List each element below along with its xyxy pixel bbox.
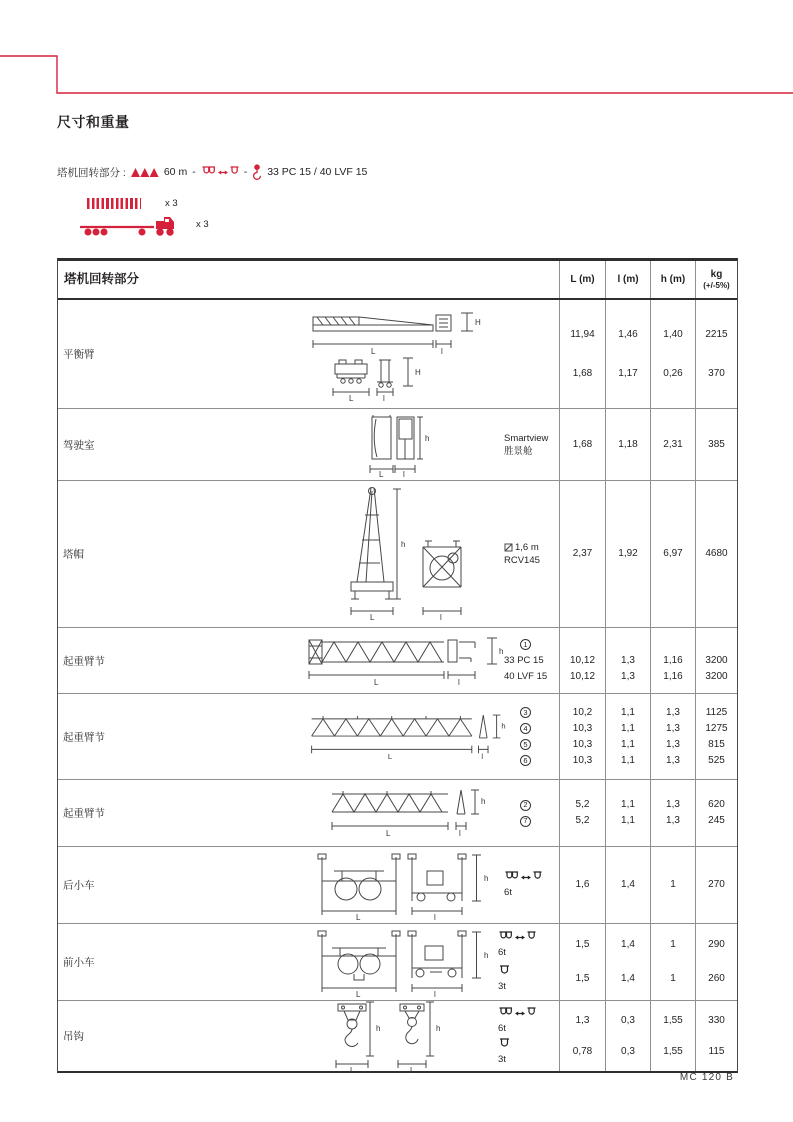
col-L-values [559,628,605,693]
col-l-values [605,481,650,627]
col-l-values [605,780,650,846]
jib-length: 60 m [163,166,188,178]
item-marker: 3 [520,707,531,718]
col-L-values [559,694,605,779]
value: 10,2 [572,706,593,718]
svg-text:L: L [371,347,376,356]
svg-text:L: L [369,613,374,622]
col-l-values [605,694,650,779]
marker-line [520,737,531,753]
note-block [498,481,558,627]
value: 1,5 [575,973,590,984]
part-cell [58,628,559,693]
col-kg-values [695,924,737,1000]
note-text: 33 PC 15 [504,654,544,666]
value: 0,3 [621,1045,635,1057]
col-h-values [650,1001,695,1071]
svg-text:h: h [499,646,504,656]
svg-text:L: L [356,913,361,921]
part-label: 平衡臂 [63,348,95,361]
svg-text:h: h [424,433,429,443]
svg-text:L: L [349,394,354,403]
capacity-text: 6t [498,1022,506,1034]
counter-jib-drawing [304,300,509,408]
value: 1,1 [621,799,635,810]
part-label: 塔帽 [63,548,84,561]
col-l-values [605,924,650,1000]
note-text: Smartview [504,432,549,444]
row-hook [58,1001,737,1074]
col-L-values [559,780,605,846]
model-reference: MC 120 B [679,1072,734,1083]
value: 1,68 [572,438,593,450]
part-cell [58,694,559,779]
capacity-text: 6t [498,947,506,958]
value: 10,3 [572,738,593,750]
value: 4680 [705,548,728,559]
row-jib-sections-2-7 [58,780,737,847]
value: 0,78 [572,1045,593,1057]
note-block [498,1001,558,1071]
value: 1,5 [575,939,590,950]
svg-text:L: L [410,1066,415,1074]
part-cell [58,847,559,923]
marker-line [520,637,531,653]
svg-text:l: l [458,677,460,687]
col-h-values [650,628,695,693]
svg-text:h: h [501,720,506,730]
truck-icon [78,211,190,237]
col-kg-values [695,628,737,693]
item-marker: 5 [520,739,531,750]
note-text: 40 LVF 15 [504,670,548,682]
value: 1,3 [575,1014,590,1026]
value: 290 [708,939,725,950]
value: 1,16 [663,654,683,666]
mast-section-icon [504,543,513,552]
value: 1,92 [618,548,638,559]
svg-text:l: l [481,751,484,761]
col-L-values [559,409,605,480]
trolley-reeving-icon [201,166,239,179]
hook-reeving-6t-icon [504,871,542,884]
capacity-text: 6t [504,887,512,898]
value: 270 [708,879,725,890]
jib-models: 33 PC 15 / 40 LVF 15 [267,166,368,178]
value: 0,3 [621,1014,635,1026]
reeving-note [498,1007,536,1035]
marker-line [520,797,531,813]
value: 1,1 [621,738,635,750]
value: 1,3 [666,722,680,734]
value: 1,18 [618,438,638,450]
col-kg-values [695,780,737,846]
value: 10,12 [569,670,596,682]
value: 5,2 [575,815,590,826]
value: 620 [708,799,725,810]
reeving-note [498,931,536,959]
value: 1,3 [621,654,635,666]
capacity-text: 3t [498,1053,506,1065]
load-count: x 3 [165,198,178,209]
value: 525 [708,754,725,766]
value: 2215 [705,328,728,340]
value: 115 [708,1045,725,1057]
col-h-values [650,924,695,1000]
value: 1,3 [666,706,680,718]
col-l-values [605,1001,650,1071]
value: 1,3 [666,799,680,810]
col-kg-values [695,694,737,779]
row-jib-section-1 [58,628,737,694]
cab-drawing [304,409,509,480]
svg-text:l: l [434,990,436,998]
part-cell [58,1001,559,1074]
cat-head-drawing [304,481,509,627]
value: 10,3 [572,722,593,734]
jib-section-1-drawing [304,628,509,693]
value: 1,68 [572,367,593,379]
value: 1,1 [621,722,635,734]
col-l-values [605,409,650,480]
part-cell [58,924,559,1000]
note-block [498,847,558,923]
value: 1,4 [621,939,635,950]
note-text: 1,6 m [515,542,539,553]
svg-text:L: L [374,677,379,687]
part-label: 起重臂节 [63,655,105,667]
part-label: 后小车 [63,879,95,892]
row-counter-jib [58,300,737,409]
page-title: 尺寸和重量 [57,114,130,130]
col-kg-values [695,481,737,627]
intro-line [57,164,367,180]
value: 1,1 [621,706,635,718]
item-marker: 7 [520,816,531,827]
svg-text:L: L [387,751,393,761]
note-block [498,780,558,846]
row-jib-sections-3-6 [58,694,737,780]
svg-text:h: h [400,540,405,549]
truck-count: x 3 [196,218,209,230]
front-trolley-drawing [304,924,509,1000]
col-L-values [559,300,605,408]
marker-line [520,813,531,829]
value: 1,6 [575,879,590,890]
svg-text:h: h [484,951,489,960]
value: 1,46 [618,328,638,340]
value: 1,4 [621,879,635,890]
value: 1 [670,939,676,950]
svg-text:H: H [475,318,481,327]
svg-text:l: l [439,613,442,622]
col-l-values [605,628,650,693]
svg-text:L: L [356,990,361,998]
svg-text:h: h [436,1024,441,1033]
col-header-L: L (m) [559,261,605,298]
part-label: 起重臂节 [63,731,105,743]
value: 3200 [705,670,728,682]
svg-text:L: L [350,1066,355,1074]
rear-trolley-drawing [304,847,509,923]
transport-summary [78,198,209,237]
part-cell [58,409,559,480]
value: 10,12 [569,654,596,666]
col-header-h: h (m) [650,261,695,298]
value: 0,26 [663,367,683,379]
reeving-note [498,1038,511,1066]
col-h-values [650,409,695,480]
intro-label: 塔机回转部分 : [57,166,126,179]
value: 2,31 [663,438,683,450]
value: 1,3 [666,738,680,750]
value: 1,40 [663,328,683,340]
svg-text:l: l [402,469,405,478]
svg-text:l: l [441,347,443,356]
col-l-values [605,847,650,923]
transport-load-row [78,198,209,209]
svg-text:h: h [376,1024,381,1033]
capacity-text: 3t [498,981,506,992]
hook-reeving-6t-icon [498,1007,536,1020]
value: 1275 [705,722,728,734]
note-text: RCV145 [504,555,540,566]
transport-truck-row [78,211,209,237]
col-h-values [650,694,695,779]
table-title: 塔机回转部分 [64,272,140,286]
marker-line [520,721,531,737]
hook-drawing [304,1001,509,1074]
value: 1,3 [666,815,680,826]
hook-ball-icon [252,164,262,180]
part-label: 前小车 [63,956,95,969]
col-h-values [650,847,695,923]
value: 330 [708,1014,725,1026]
col-L-values [559,847,605,923]
value: 1,3 [666,754,680,766]
hook-reeving-3t-icon [498,1038,511,1051]
value: 1,1 [621,815,635,826]
intro-dash-1: - [192,166,196,178]
marker-line [520,753,531,769]
note-block [498,924,558,1000]
item-marker: 2 [520,800,531,811]
part-cell [58,300,559,408]
col-kg-values [695,409,737,480]
value: 370 [708,367,725,379]
value: 11,94 [570,328,595,340]
value: 1 [670,973,676,984]
note-block [498,694,558,779]
row-front-trolley [58,924,737,1001]
value: 815 [708,738,725,750]
part-label: 驾驶室 [63,439,95,451]
item-marker: 1 [520,639,531,650]
value: 2,37 [572,548,593,559]
col-header-kg-unit: kg [710,268,723,280]
svg-text:h: h [481,797,486,806]
value: 1,4 [621,973,635,984]
intro-dash-2: - [243,166,248,178]
value: 245 [708,815,725,826]
value: 1,1 [621,754,635,766]
value: 5,2 [575,799,590,810]
col-l-values [605,300,650,408]
value: 385 [708,438,725,450]
row-cab [58,409,737,481]
note-block [498,628,558,693]
note-line [504,541,539,554]
value: 1 [670,879,676,890]
col-kg-values [695,1001,737,1071]
value: 1,55 [663,1014,683,1026]
spec-table [57,258,738,1073]
col-h-values [650,780,695,846]
part-label: 起重臂节 [63,807,105,820]
value: 1,55 [663,1045,683,1057]
svg-text:H: H [415,368,421,377]
marker-line [520,705,531,721]
value: 10,3 [572,754,593,766]
col-header-kg [695,261,737,298]
svg-text:l: l [383,394,385,403]
item-marker: 6 [520,755,531,766]
item-marker: 4 [520,723,531,734]
col-L-values [559,1001,605,1071]
top-red-rule [0,0,793,100]
col-header-l: l (m) [605,261,650,298]
value: 260 [708,973,725,984]
value: 1125 [705,706,728,718]
col-kg-values [695,300,737,408]
col-L-values [559,481,605,627]
value: 6,97 [663,548,683,559]
hook-reeving-6t-icon [498,931,536,944]
col-header-kg-tolerance: (+/-5%) [703,280,730,290]
svg-text:L: L [378,469,383,478]
svg-text:l: l [459,829,461,838]
col-h-values [650,481,695,627]
reeving-note [504,871,542,899]
note-block [498,409,558,480]
jib-section-drawing [304,694,509,779]
row-rear-trolley [58,847,737,924]
col-L-values [559,924,605,1000]
part-cell [58,481,559,627]
value: 1,3 [621,670,635,682]
reeving-note [498,965,511,993]
hook-reeving-3t-icon [498,965,511,978]
svg-text:h: h [484,874,489,883]
jib-lattice-icon [131,168,159,177]
part-label: 吊钩 [63,1030,84,1043]
jib-section-short-drawing [304,780,509,846]
note-text: 胜景舱 [504,445,533,457]
value: 1,17 [618,367,638,379]
row-cat-head [58,481,737,628]
svg-text:l: l [434,913,436,921]
value: 1,16 [663,670,683,682]
col-kg-values [695,847,737,923]
part-cell [58,780,559,846]
svg-text:L: L [386,829,391,838]
load-stripes-icon [87,198,141,209]
value: 3200 [705,654,728,666]
table-header [58,261,737,300]
col-h-values [650,300,695,408]
